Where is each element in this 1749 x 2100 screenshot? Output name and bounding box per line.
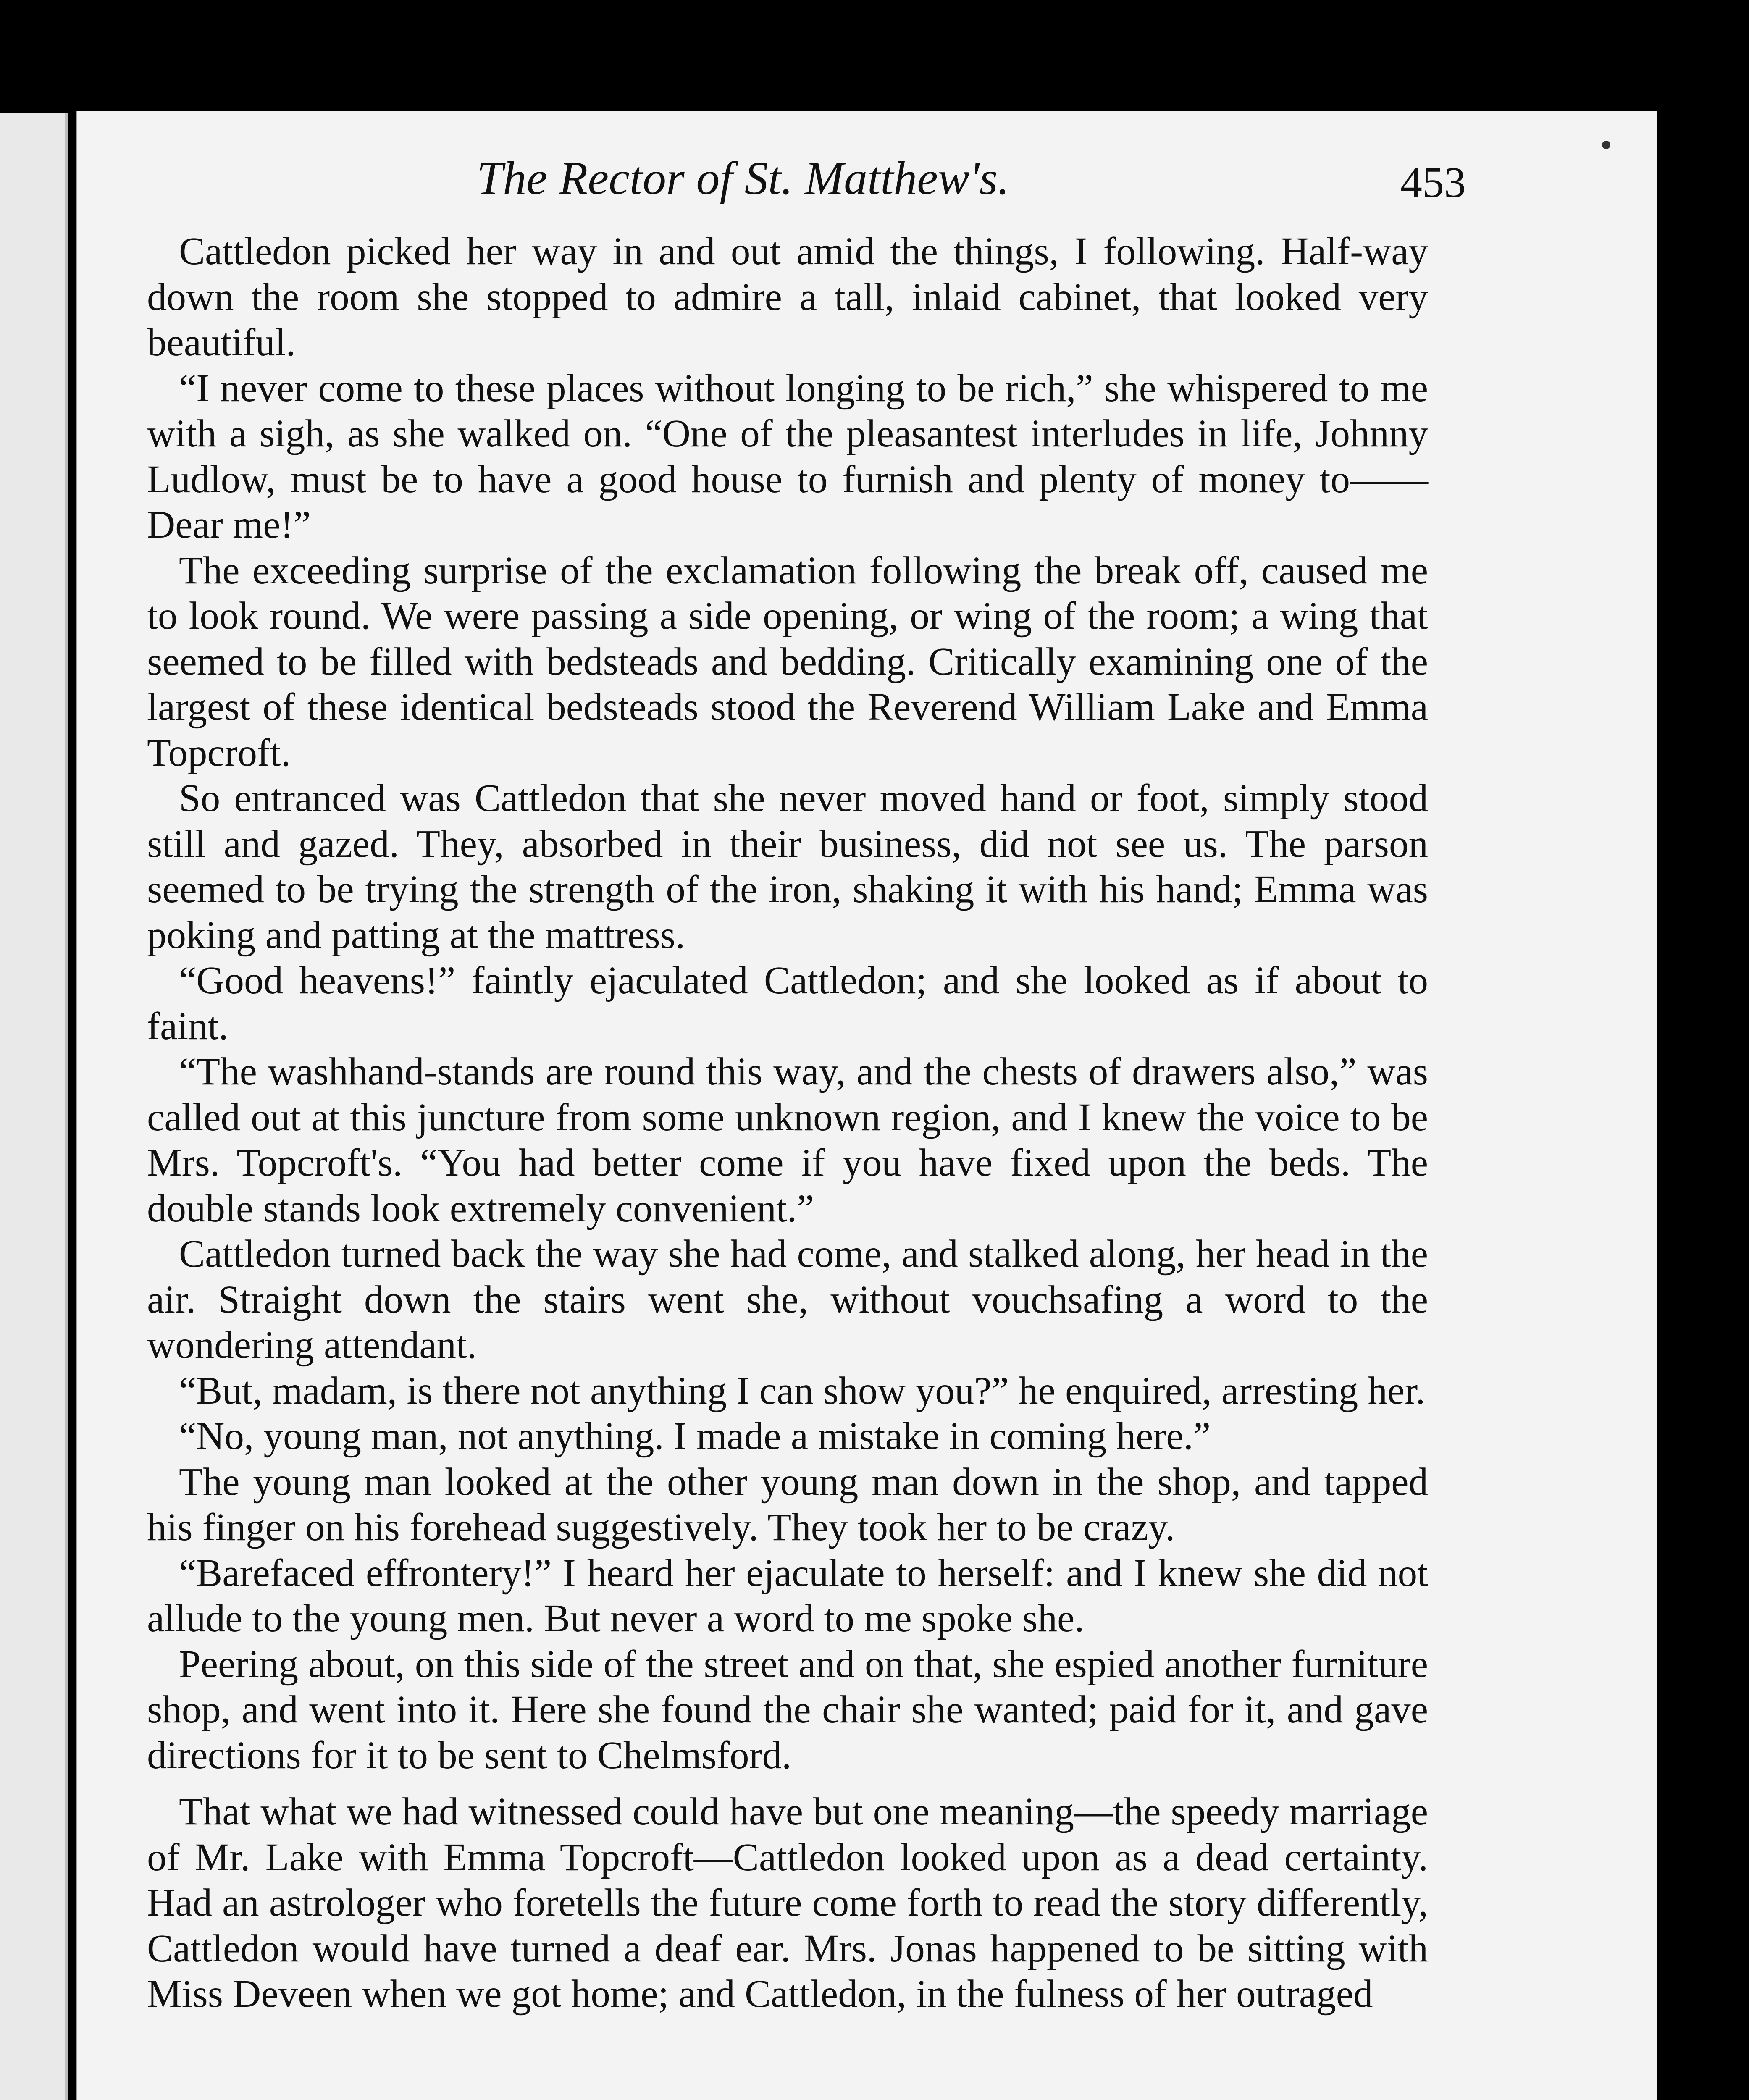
paragraph: That what we had witnessed could have but one meaning—the speedy marriage of Mr. Lake with Emma Topcroft—Cattledon looked upon as a dead certainty. Had an astrologer who foretells the future come forth to read the story differently, Cattledon would have turned a deaf ear. Mrs. Jonas happened to be sitting with Miss Deveen when we got home; and Cattledon, in the fulness of her outraged [147,1790,1428,2016]
running-head: The Rector of St. Matthew's. [477,152,1010,205]
paragraph: “No, young man, not anything. I made a mistake in coming here.” [179,1415,1211,1458]
body-text [147,229,1428,2017]
paragraph: Cattledon turned back the way she had come, and stalked along, her head in the air. Straight down the stairs went she, without vouchsafing a word to the wondering attendant. [147,1232,1428,1367]
paragraph: “Good heavens!” faintly ejaculated Cattledon; and she looked as if about to faint. [147,959,1428,1048]
ink-speck [1602,141,1610,149]
paragraph: So entranced was Cattledon that she never moved hand or foot, simply stood still and gazed. They, absorbed in their business, did not see us. The parson seemed to be trying the strength of the iron, shaking it with his hand; Emma was poking and patting at the mattress. [147,777,1428,957]
paragraph: “I never come to these places without longing to be rich,” she whispered to me with a sigh, as she walked on. “One of the pleasantest interludes in life, Johnny Ludlow, must be to have a good house to furnish and plenty of money to——Dear me!” [147,366,1428,546]
paragraph: “The washhand-stands are round this way, and the chests of drawers also,” was called out at this juncture from some unknown region, and I knew the voice to be Mrs. Topcroft's. “You had better come if you have fixed upon the beds. The double stands look extremely convenient.” [147,1050,1428,1230]
paragraph: “Barefaced effrontery!” I heard her ejaculate to herself: and I knew she did not allude to the young men. But never a word to me spoke she. [147,1551,1428,1640]
previous-page-edge [0,113,68,2100]
paragraph: “But, madam, is there not anything I can show you?” he enquired, arresting her. [179,1369,1426,1412]
paragraph: Peering about, on this side of the street and on that, she espied another furniture shop, and went into it. Here she found the chair she wanted; paid for it, and gave directions for it to be sent to Chelmsford. [147,1642,1428,1777]
paragraph: The exceeding surprise of the exclamation following the break off, caused me to look round. We were passing a side opening, or wing of the room; a wing that seemed to be filled with bedsteads and bedding. Critically examining one of the largest of these identical bedsteads stood the Reverend William Lake and Emma Topcroft. [147,549,1428,774]
paragraph: Cattledon picked her way in and out amid the things, I following. Half-way down the room she stopped to admire a tall, inlaid cabinet, that looked very beautiful. [147,230,1428,364]
page-number: 453 [1400,158,1466,207]
paragraph: The young man looked at the other young man down in the shop, and tapped his finger on his forehead suggestively. They took her to be crazy. [147,1460,1428,1549]
